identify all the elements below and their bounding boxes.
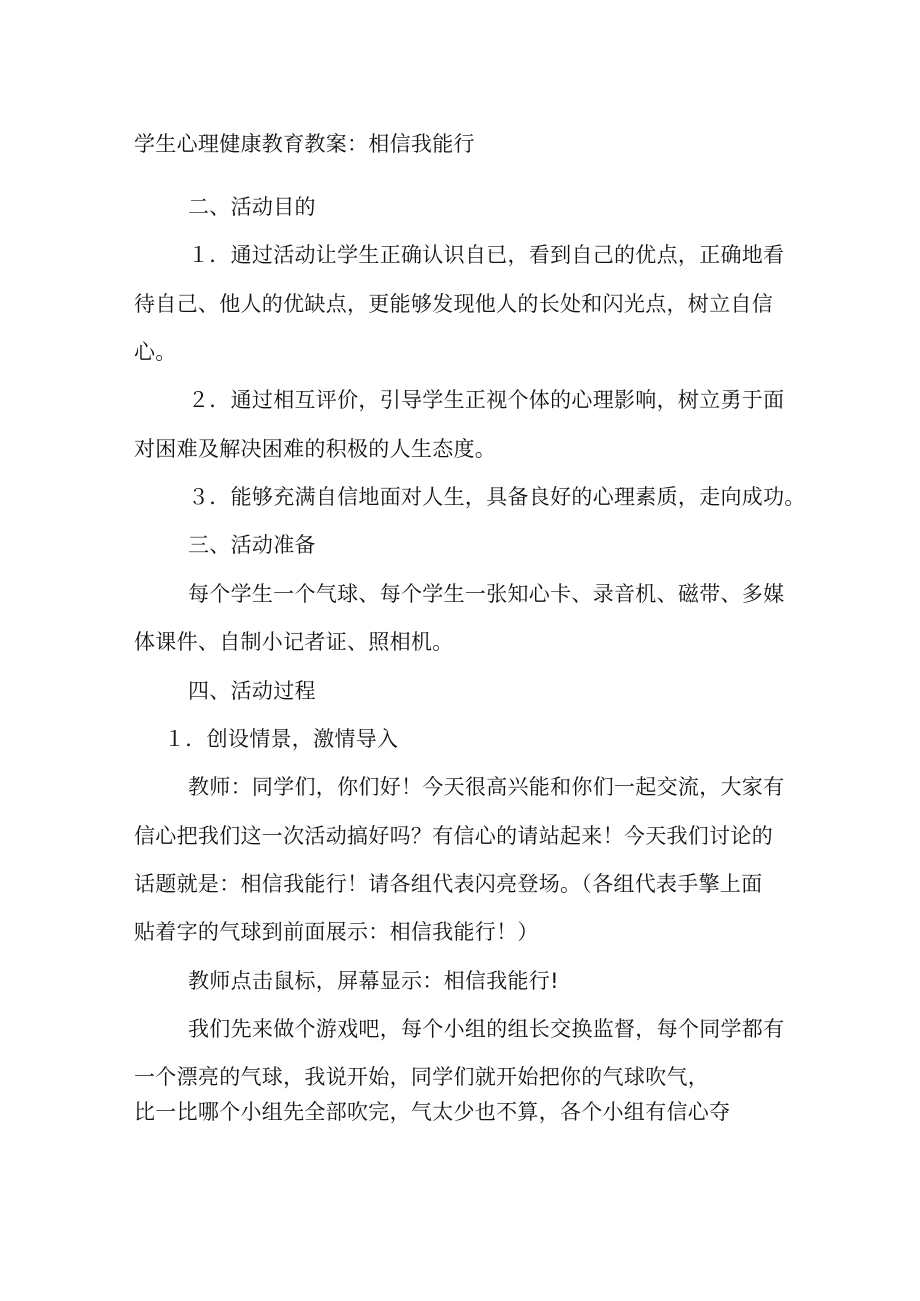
goal-2-line-1: ２．通过相互评价，引导学生正视个体的心理影响，树立勇于面 [188,388,785,412]
goal-1-line-2: 待自己、他人的优缺点，更能够发现他人的长处和闪光点，树立自信 [134,292,773,316]
section-heading-preparation: 三、活动准备 [188,533,316,557]
game-line-1: 我们先来做个游戏吧，每个小组的组长交换监督，每个同学都有 [188,1017,785,1041]
section-heading-goals: 二、活动目的 [188,195,316,219]
game-line-3: 比一比哪个小组先全部吹完，气太少也不算，各个小组有信心夺 [134,1100,731,1124]
teacher-line-1: 教师：同学们，你们好！今天很高兴能和你们一起交流，大家有 [188,775,785,799]
preparation-line-2: 体课件、自制小记者证、照相机。 [134,630,454,654]
click-line: 教师点击鼠标，屏幕显示：相信我能行! [188,969,559,993]
game-line-2: 一个漂亮的气球，我说开始，同学们就开始把你的气球吹气， [134,1065,710,1089]
document-title: 学生心理健康教育教案：相信我能行 [134,132,475,156]
teacher-line-4: 贴着字的气球到前面展示：相信我能行！） [134,920,539,944]
teacher-line-3: 话题就是：相信我能行！请各组代表闪亮登场。（各组代表手擎上面 [134,872,763,896]
goal-3-line-1: ３．能够充满自信地面对人生，具备良好的心理素质，走向成功。 [188,485,806,509]
goal-2-line-2: 对困难及解决困难的积极的人生态度。 [134,437,497,461]
preparation-line-1: 每个学生一个气球、每个学生一张知心卡、录音机、磁带、多媒 [188,582,785,606]
section-heading-process: 四、活动过程 [188,679,316,703]
teacher-line-2: 信心把我们这一次活动搞好吗？有信心的请站起来！今天我们讨论的 [134,824,773,848]
step-1-heading: １．创设情景，激情导入 [164,727,399,751]
goal-1-line-3: 心。 [134,340,177,364]
goal-1-line-1: １．通过活动让学生正确认识自已，看到自己的优点，正确地看 [188,243,785,267]
